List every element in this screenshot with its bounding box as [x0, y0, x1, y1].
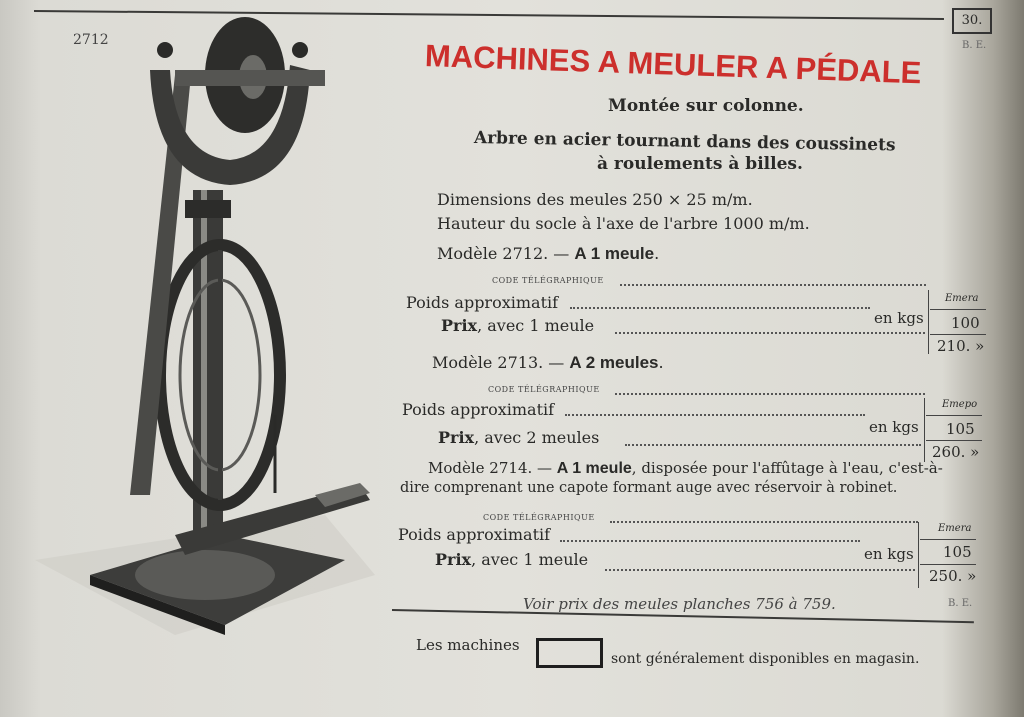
catalog-number: 2712: [73, 32, 109, 48]
availability-after: sont généralement disponibles en magasin.: [611, 651, 920, 667]
model-2714-code-label: CODE TÉLÉGRAPHIQUE: [483, 513, 595, 522]
model-2712-rule-2: [930, 334, 986, 335]
model-2713-weight: 105: [946, 420, 975, 438]
model-2714-price-label: Prix: [435, 550, 472, 569]
model-2712-prefix: Modèle 2712. —: [437, 244, 575, 263]
subtitle: Montée sur colonne.: [608, 96, 804, 116]
model-2714-suffix: , disposée pour l'affûtage à l'eau, c'est-à-: [631, 459, 943, 477]
model-2713-code-dots: [615, 393, 925, 395]
model-2713-weight-dots: [565, 414, 865, 416]
model-2713-price-dots: [625, 444, 921, 446]
dimensions-line: Dimensions des meules 250 × 25 m/m.: [437, 190, 753, 209]
model-2714-prefix: Modèle 2714. —: [428, 459, 557, 477]
model-2713-heading: [432, 353, 664, 373]
model-2712-code: Emera: [945, 293, 979, 304]
model-2712-code-dots: [620, 284, 926, 286]
model-2713-rule-1: [926, 415, 982, 416]
model-2714-rule-2: [920, 564, 976, 565]
model-2712-price-line: [441, 316, 594, 335]
model-2712-price-label: Prix: [441, 316, 478, 335]
model-2714-code-dots: [610, 521, 918, 523]
model-2714-name: A 1 meule: [556, 460, 632, 477]
flywheel: [160, 245, 280, 505]
model-2714-unit-label: en kgs: [864, 545, 914, 563]
model-2714-price: 250. »: [929, 567, 977, 585]
availability-before: Les machines: [416, 636, 520, 654]
model-2713-unit-label: en kgs: [869, 418, 919, 436]
height-line: Hauteur du socle à l'axe de l'arbre 1000 m/m.: [437, 214, 810, 233]
model-2712-weight: 100: [951, 314, 980, 332]
model-2712-suffix: .: [654, 244, 660, 263]
footer-note: Voir prix des meules planches 756 à 759.: [523, 595, 836, 613]
model-2714-price-line: [435, 550, 588, 569]
description-line-1: Arbre en acier tournant dans des coussinets: [473, 128, 896, 156]
model-2713-price: 260. »: [932, 443, 980, 461]
description-line-2: à roulements à billes.: [597, 154, 803, 174]
model-2713-price-text: , avec 2 meules: [474, 428, 600, 447]
model-2713-price-line: [438, 428, 599, 447]
model-2714-price-dots: [605, 569, 915, 571]
model-2713-weight-label: Poids approximatif: [402, 400, 555, 419]
model-2713-table-rule: [924, 398, 925, 462]
model-2712-price-dots: [615, 332, 925, 334]
model-2712-unit-label: en kgs: [874, 309, 924, 327]
model-2713-price-label: Prix: [438, 428, 475, 447]
model-2713-code-label: CODE TÉLÉGRAPHIQUE: [488, 385, 600, 394]
model-2713-name: A 2 meules: [569, 353, 659, 372]
page-title: MACHINES A MEULER A PÉDALE: [424, 38, 922, 91]
model-2713-rule-2: [926, 440, 982, 441]
model-2713-prefix: Modèle 2713. —: [432, 353, 570, 372]
model-2712-weight-label: Poids approximatif: [406, 293, 559, 312]
corner-mark: B. E.: [962, 40, 987, 51]
model-2712-weight-dots: [570, 307, 870, 309]
model-2714-code: Emera: [938, 523, 972, 534]
model-2714-heading-line-2: dire comprenant une capote formant auge avec réservoir à robinet.: [400, 480, 898, 496]
model-2714-weight-label: Poids approximatif: [398, 525, 551, 544]
model-2714-weight: 105: [943, 543, 972, 561]
footer-mark: B. E.: [948, 598, 973, 609]
model-2712-rule-1: [930, 309, 986, 310]
model-2712-code-label: CODE TÉLÉGRAPHIQUE: [492, 276, 604, 285]
page-number: 30.: [952, 8, 992, 34]
model-2714-table-rule: [918, 522, 919, 588]
model-2712-price: 210. »: [937, 337, 985, 355]
model-2712-price-text: , avec 1 meule: [477, 316, 595, 335]
model-2713-code: Emepo: [942, 399, 978, 410]
model-2714-price-text: , avec 1 meule: [471, 550, 589, 569]
model-2713-suffix: .: [658, 353, 664, 372]
model-2714-rule-1: [920, 539, 976, 540]
model-2714-weight-dots: [560, 540, 860, 542]
availability-box: [536, 638, 603, 668]
model-2712-heading: [437, 244, 659, 264]
model-2712-table-rule: [928, 290, 929, 354]
grinding-machine-illustration: [25, 15, 380, 640]
model-2714-heading: [428, 459, 943, 478]
model-2712-name: A 1 meule: [574, 244, 655, 263]
